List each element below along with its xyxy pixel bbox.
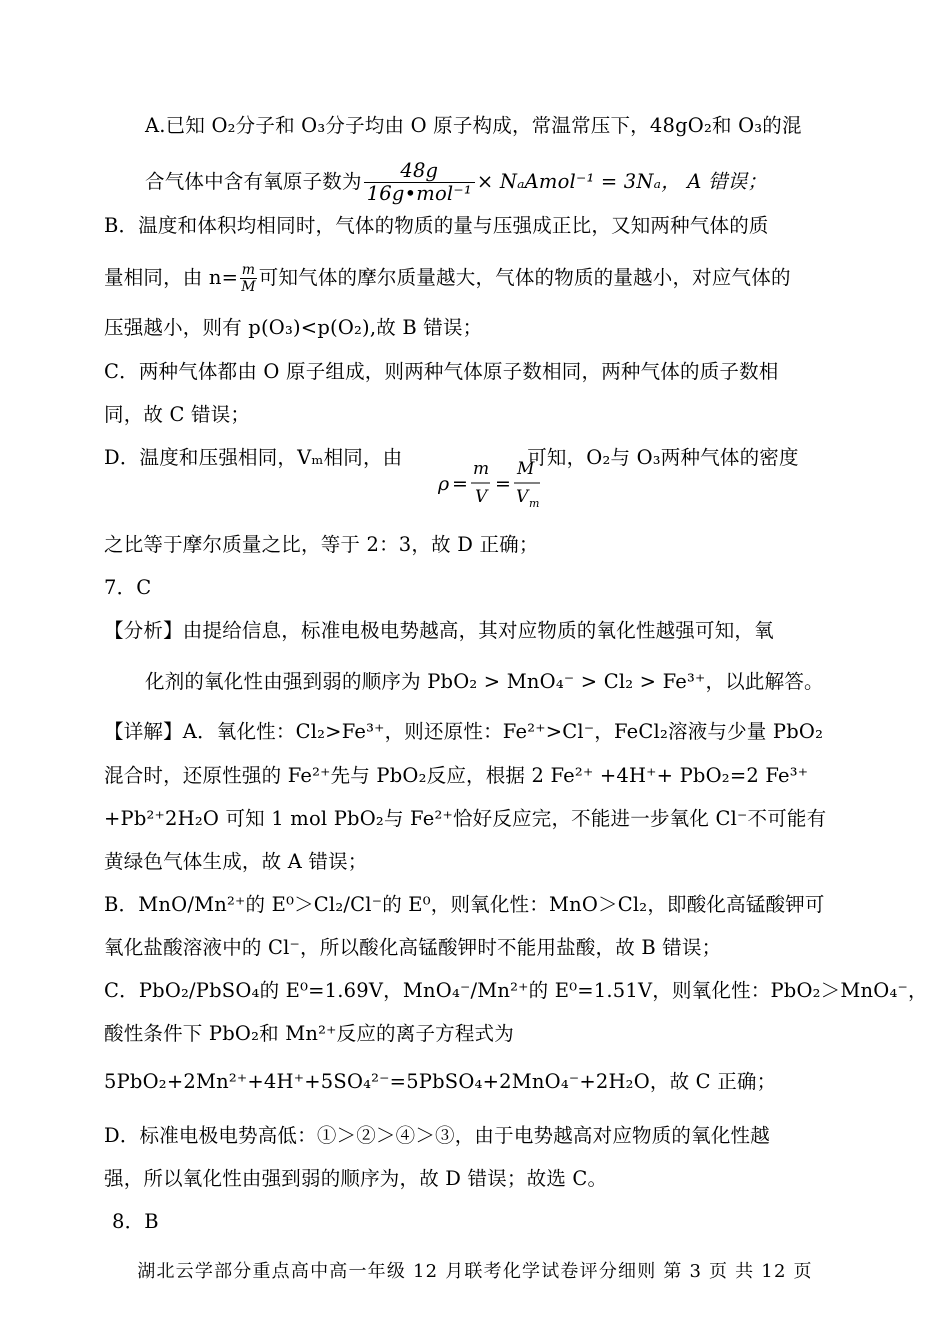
detail-b-1: B．MnO/Mn²⁺的 E⁰＞Cl₂/Cl⁻的 E⁰，则氧化性：MnO＞Cl₂，即酸化高锰酸钾可 <box>104 893 825 916</box>
svg-text:M: M <box>517 459 535 479</box>
svg-text:m: m <box>529 497 540 510</box>
text-molar-mass: 可知气体的摩尔质量越大，气体的物质的量越小，对应气体的 <box>258 266 791 289</box>
line-c-1: C．两种气体都由 O 原子组成，则两种气体原子数相同，两种气体的质子数相 <box>104 360 779 383</box>
analysis-1: 【分析】由提给信息，标准电极电势越高，其对应物质的氧化性越强可知，氧 <box>104 619 774 642</box>
analysis-2: 化剂的氧化性由强到弱的顺序为 PbO₂ > MnO₄⁻ > Cl₂ > Fe³⁺，以此解答。 <box>145 670 824 693</box>
line-a-formula <box>145 160 850 205</box>
line-d-2: 之比等于摩尔质量之比，等于 2：3，故 D 正确； <box>104 533 539 556</box>
fraction-numerator: 48g <box>364 160 475 183</box>
density-equation-svg <box>438 454 548 514</box>
detail-a-3: +Pb²⁺2H₂O 可知 1 mol PbO₂与 Fe²⁺恰好反应完，不能进一步氧化 Cl⁻不可能有 <box>104 807 827 830</box>
page-footer: 湖北云学部分重点高中高一年级 12 月联考化学试卷评分细则 第 3 页 共 12 页 <box>137 1261 813 1282</box>
text-d-start: D．温度和压强相同，Vₘ相同，由 <box>104 446 403 469</box>
fraction-48g <box>364 160 475 205</box>
detail-a-4: 黄绿色气体生成，故 A 错误； <box>104 850 368 873</box>
line-b-3: 压强越小，则有 p(O₃)<p(O₂),故 B 错误； <box>104 316 483 339</box>
fraction-denominator: M <box>241 279 256 295</box>
detail-c-2: 酸性条件下 PbO₂和 Mn²⁺反应的离子方程式为 <box>104 1022 514 1045</box>
fraction-denominator: 16g•mol⁻¹ <box>366 182 472 205</box>
text-by-n: 量相同，由 n= <box>104 266 239 289</box>
svg-text:m: m <box>473 459 490 479</box>
answer-8: 8．B <box>112 1210 159 1233</box>
detail-b-2: 氧化盐酸溶液中的 Cl⁻，所以酸化高锰酸钾时不能用盐酸，故 B 错误； <box>104 936 722 959</box>
answer-7: 7．C <box>104 576 152 599</box>
svg-text:ρ: ρ <box>438 473 450 495</box>
text-d-end: 可知，O₂与 O₃两种气体的密度 <box>527 446 799 469</box>
fraction-m-over-M <box>240 262 257 295</box>
density-equation <box>438 454 548 514</box>
svg-text:=: = <box>452 473 468 495</box>
svg-text:V: V <box>516 487 529 507</box>
svg-text:V: V <box>475 487 488 507</box>
text-result: × NₐAmol⁻¹ = 3Nₐ， A 错误； <box>476 170 768 193</box>
line-b-1: B．温度和体积均相同时，气体的物质的量与压强成正比，又知两种气体的质 <box>104 214 769 237</box>
line-c-2: 同，故 C 错误； <box>104 403 251 426</box>
detail-c-equation: 5PbO₂+2Mn²⁺+4H⁺+5SO₄²⁻=5PbSO₄+2MnO₄⁻+2H₂O，故 C 正确； <box>104 1070 777 1093</box>
line-a-intro: A.已知 O₂分子和 O₃分子均由 O 原子构成，常温常压下，48gO₂和 O₃的混 <box>145 114 802 137</box>
detail-d-1: D．标准电极电势高低：①＞②＞④＞③，由于电势越高对应物质的氧化性越 <box>104 1124 770 1147</box>
fraction-numerator: m <box>241 262 256 278</box>
svg-text:=: = <box>495 473 511 495</box>
detail-c-1: C．PbO₂/PbSO₄的 E⁰=1.69V，MnO₄⁻/Mn²⁺的 E⁰=1.51V，则氧化性：PbO₂＞MnO₄⁻， <box>104 979 928 1002</box>
detail-d-2: 强，所以氧化性由强到弱的顺序为，故 D 错误；故选 C。 <box>104 1167 608 1190</box>
detail-a-1: 【详解】A．氧化性：Cl₂>Fe³⁺，则还原性：Fe²⁺>Cl⁻，FeCl₂溶液与少量 PbO₂ <box>104 720 824 743</box>
detail-a-2: 混合时，还原性强的 Fe²⁺先与 PbO₂反应，根据 2 Fe²⁺ +4H⁺+ PbO₂=2 Fe³⁺ <box>104 764 809 787</box>
line-b-2 <box>104 262 849 295</box>
text-mixed-gas: 合气体中含有氧原子数为 <box>145 170 362 193</box>
